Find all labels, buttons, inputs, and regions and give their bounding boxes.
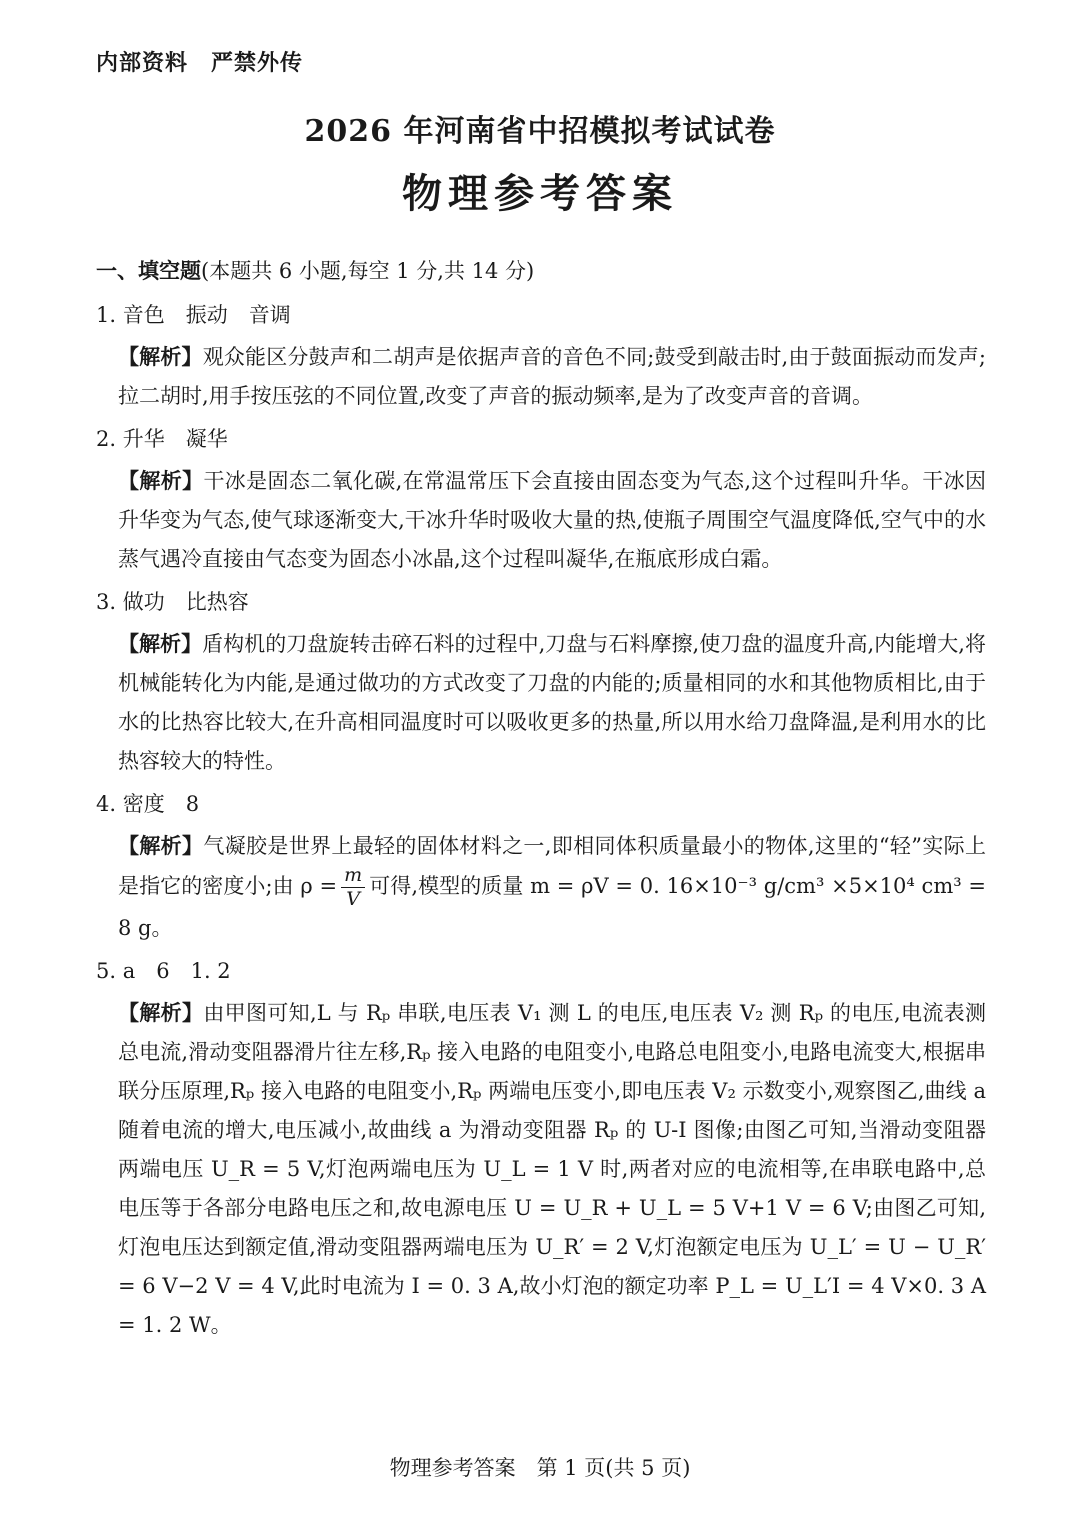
- explanation-tag: 【解析】: [118, 834, 204, 858]
- answer-line: 3. 做功 比热容: [96, 590, 249, 614]
- section-note: (本题共 6 小题,每空 1 分,共 14 分): [201, 259, 535, 283]
- explanation-tag: 【解析】: [118, 345, 203, 369]
- explanation-text: 由甲图可知,L 与 Rₚ 串联,电压表 V₁ 测 L 的电压,电压表 V₂ 测 Rₚ 的电压,电流表测总电流,滑动变阻器滑片往左移,Rₚ 接入电路的电阻变小,电路总电阻变小,电路电流变大,根据串联分压原理,Rₚ 接入电路的电阻变小,Rₚ 两端电压变小,即电压表 V₂ 示数变小,观察图乙,曲线 a 随着电流的增大,电压减小,故曲线 a 为滑动变阻器 Rₚ 的 U-I 图像;由图乙可知,当滑动变阻器两端电压 U_R = 5 V,灯泡两端电压为 U_L = 1 V 时,两者对应的电流相等,在串联电路中,总电压等于各部分电路电压之和,故电源电压 U = U_R + U_L = 5 V+1 V = 6 V;由图乙可知,灯泡电压达到额定值,滑动变阻器两端电压为 U_R′ = 2 V,灯泡额定电压为 U_L′ = U − U_R′ = 6 V−2 V = 4 V,此时电流为 I = 0. 3 A,故小灯泡的额定功率 P_L = U_L′I = 4 V×0. 3 A = 1. 2 W。: [118, 1001, 987, 1337]
- answer-line: 5. a 6 1. 2: [96, 959, 231, 983]
- fraction-numerator: m: [341, 866, 365, 888]
- explanation: [118, 827, 986, 948]
- explanation: [118, 625, 986, 781]
- explanation-tag: 【解析】: [118, 469, 204, 493]
- explanation: [118, 338, 986, 416]
- answer-line: 2. 升华 凝华: [96, 427, 228, 451]
- answer-line: 1. 音色 振动 音调: [96, 303, 291, 327]
- explanation-text-b: 可得,模型的质量 m = ρV = 0. 16×10⁻³ g/cm³ ×5×10⁴ cm³ = 8 g。: [118, 874, 986, 940]
- internal-note: 内部资料 严禁外传: [96, 51, 304, 76]
- page-footer: 物理参考答案 第 1 页(共 5 页): [389, 1456, 691, 1480]
- explanation-text: 观众能区分鼓声和二胡声是依据声音的音色不同;鼓受到敲击时,由于鼓面振动而发声;拉二胡时,用手按压弦的不同位置,改变了声音的振动频率,是为了改变声音的音调。: [118, 345, 986, 408]
- fraction-denominator: V: [346, 888, 360, 910]
- exam-title: 2026 年河南省中招模拟考试试卷: [304, 114, 776, 149]
- explanation-text-a: 气凝胶是世界上最轻的固体材料之一,即相同体积质量最小的物体,这里的“轻”实际上是指它的密度小;由 ρ =: [118, 834, 987, 898]
- question-5: [96, 956, 986, 1345]
- content-body: [96, 256, 986, 1353]
- explanation: [118, 994, 986, 1345]
- explanation-tag: 【解析】: [118, 1001, 204, 1025]
- document-subtitle: 物理参考答案: [402, 171, 678, 217]
- explanation-text: 盾构机的刀盘旋转击碎石料的过程中,刀盘与石料摩擦,使刀盘的温度升高,内能增大,将机械能转化为内能,是通过做功的方式改变了刀盘的内能的;质量相同的水和其他物质相比,由于水的比热容比较大,在升高相同温度时可以吸收更多的热量,所以用水给刀盘降温,是利用水的比热容较大的特性。: [118, 632, 986, 773]
- explanation-text: 干冰是固态二氧化碳,在常温常压下会直接由固态变为气态,这个过程叫升华。干冰因升华变为气态,使气球逐渐变大,干冰升华时吸收大量的热,使瓶子周围空气温度降低,空气中的水蒸气遇冷直接由气态变为固态小冰晶,这个过程叫凝华,在瓶底形成白霜。: [118, 469, 986, 571]
- section-title: 一、填空题: [96, 259, 201, 283]
- explanation: [118, 462, 986, 579]
- density-fraction: [341, 866, 365, 909]
- explanation-tag: 【解析】: [118, 632, 203, 656]
- question-3: [96, 587, 986, 781]
- question-2: [96, 424, 986, 579]
- question-4: [96, 789, 986, 948]
- section-heading: [96, 256, 986, 286]
- answer-line: 4. 密度 8: [96, 792, 200, 816]
- question-1: [96, 300, 986, 416]
